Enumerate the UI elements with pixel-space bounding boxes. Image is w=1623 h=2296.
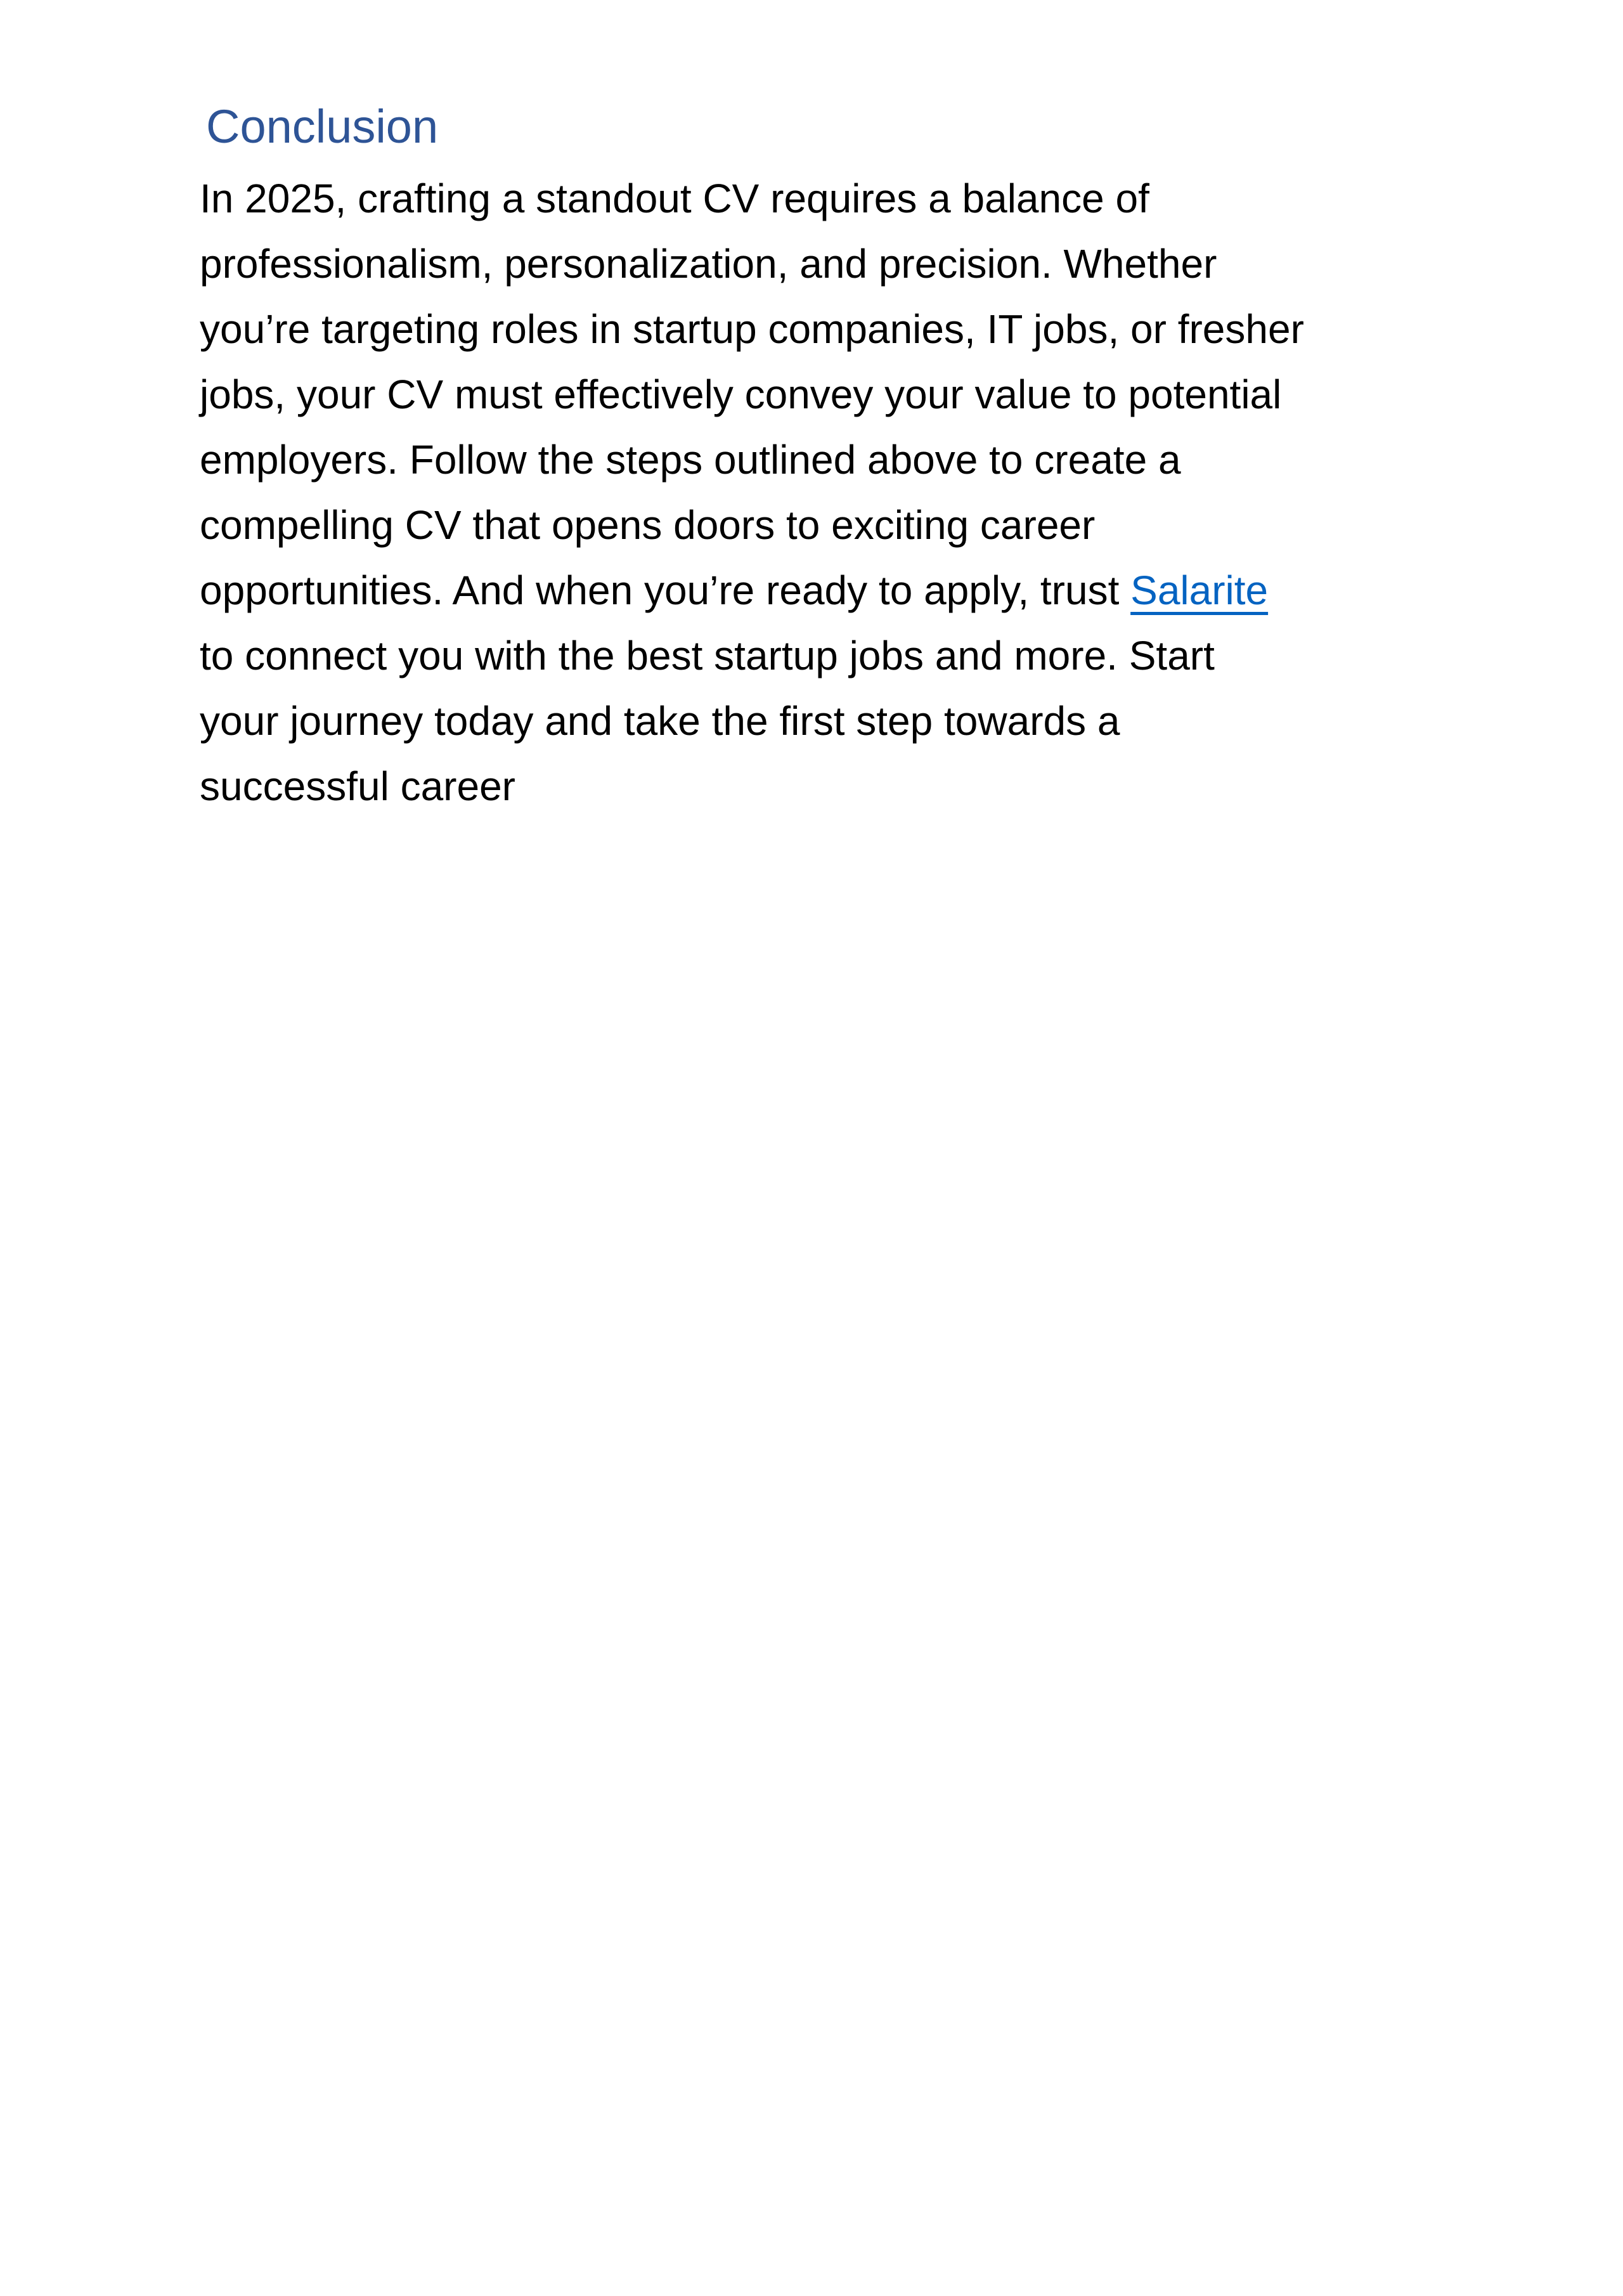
paragraph-line: In 2025, crafting a standout CV requires a balance of (200, 176, 1149, 221)
paragraph-line-with-link (200, 558, 1531, 623)
paragraph-line: professionalism, personalization, and precision. Whether (200, 241, 1217, 287)
salarite-link[interactable]: Salarite (1130, 568, 1269, 613)
paragraph-line: you’re targeting roles in startup companies, IT jobs, or fresher (200, 306, 1304, 352)
paragraph-line: successful career (200, 763, 515, 809)
paragraph-line: to connect you with the best startup jobs and more. Start (200, 633, 1215, 678)
paragraph-line: jobs, your CV must effectively convey your value to potential (200, 372, 1282, 417)
document-content (200, 95, 1531, 819)
paragraph-line: compelling CV that opens doors to exciting career (200, 502, 1096, 548)
paragraph-line: employers. Follow the steps outlined above to create a (200, 437, 1181, 483)
paragraph-line: your journey today and take the first step towards a (200, 698, 1120, 744)
paragraph-line-text: opportunities. And when you’re ready to apply, trust (200, 568, 1131, 613)
conclusion-heading: Conclusion (206, 100, 439, 153)
conclusion-paragraph (200, 166, 1531, 819)
